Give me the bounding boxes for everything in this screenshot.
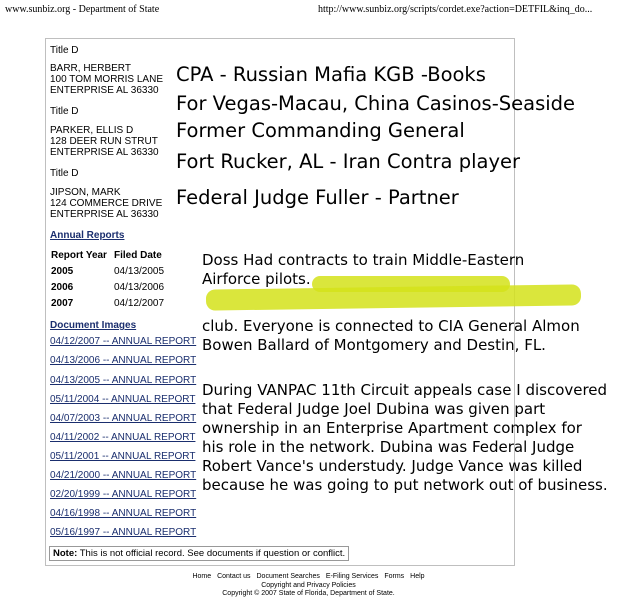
commentary-line: Airforce pilots. (202, 270, 311, 288)
filed-date: 04/13/2005 (114, 266, 165, 277)
col-filed-date: Filed Date (114, 250, 162, 261)
annual-report-link[interactable]: 04/12/2007 -- ANNUAL REPORT (50, 336, 197, 347)
note-label: Note: (53, 548, 78, 559)
commentary-line: Robert Vance's understudy. Judge Vance was killed (202, 457, 583, 475)
officer-name: BARR, HERBERT (50, 63, 131, 74)
footer-link-forms[interactable]: Forms (384, 573, 405, 580)
commentary-line: club. Everyone is connected to CIA General Almon (202, 317, 580, 335)
filed-date: 04/12/2007 (114, 298, 165, 309)
annual-report-link[interactable]: 04/13/2006 -- ANNUAL REPORT (50, 355, 197, 366)
officer-address-2: ENTERPRISE AL 36330 (50, 209, 159, 220)
commentary-line: ownership in an Enterprise Apartment complex for (202, 419, 582, 437)
report-year: 2006 (51, 282, 74, 293)
footer-link-home[interactable]: Home (192, 573, 212, 580)
footer-link-document-searches[interactable]: Document Searches (256, 573, 320, 580)
commentary-line: Doss Had contracts to train Middle-Eastern (202, 251, 525, 269)
officer-address-1: 100 TOM MORRIS LANE (50, 74, 163, 85)
annotation-line: Federal Judge Fuller - Partner (176, 186, 459, 209)
commentary-line: During VANPAC 11th Circuit appeals case I discovered (202, 381, 608, 399)
annotation-line: For Vegas-Macau, China Casinos-Seaside (176, 92, 576, 115)
commentary-line: that Federal Judge Joel Dubina was given part (202, 400, 546, 418)
officer-name: JIPSON, MARK (50, 187, 121, 198)
annual-report-link[interactable]: 04/16/1998 -- ANNUAL REPORT (50, 508, 197, 519)
document-images-heading: Document Images (50, 320, 137, 331)
officer-title: Title D (50, 168, 79, 179)
officer-title: Title D (50, 106, 79, 117)
officer-name: PARKER, ELLIS D (50, 125, 134, 136)
annual-report-link[interactable]: 04/21/2000 -- ANNUAL REPORT (50, 470, 197, 481)
annual-report-link[interactable]: 04/07/2003 -- ANNUAL REPORT (50, 413, 197, 424)
annual-report-link[interactable]: 04/11/2002 -- ANNUAL REPORT (50, 432, 196, 443)
annual-reports-heading: Annual Reports (50, 230, 125, 241)
annual-report-link[interactable]: 05/11/2004 -- ANNUAL REPORT (50, 394, 196, 405)
officer-address-1: 124 COMMERCE DRIVE (50, 198, 163, 209)
annual-report-link[interactable]: 05/16/1997 -- ANNUAL REPORT (50, 527, 197, 538)
annual-report-link[interactable]: 05/11/2001 -- ANNUAL REPORT (50, 451, 196, 462)
officer-address-2: ENTERPRISE AL 36330 (50, 85, 159, 96)
footer-nav (0, 572, 617, 581)
disclaimer-note (49, 546, 349, 561)
annotation-line: CPA - Russian Mafia KGB -Books (176, 63, 486, 86)
report-year: 2007 (51, 298, 74, 309)
note-text: This is not official record. See documents if question or conflict. (77, 548, 346, 559)
footer-link-contact[interactable]: Contact us (217, 573, 251, 580)
officer-title: Title D (50, 45, 79, 56)
commentary-line: his role in the network. Dubina was Federal Judge (202, 438, 575, 456)
commentary-line: because he was going to put network out of business. (202, 476, 608, 494)
col-report-year: Report Year (51, 250, 107, 261)
annual-report-link[interactable]: 02/20/1999 -- ANNUAL REPORT (50, 489, 197, 500)
annotation-line: Fort Rucker, AL - Iran Contra player (176, 150, 521, 173)
footer-link-help[interactable]: Help (410, 573, 425, 580)
commentary-line: Bowen Ballard of Montgomery and Destin, FL. (202, 336, 546, 354)
annual-report-link[interactable]: 04/13/2005 -- ANNUAL REPORT (50, 375, 197, 386)
footer-privacy-link[interactable]: Copyright and Privacy Policies (261, 582, 356, 589)
page-header-left: www.sunbiz.org - Department of State (5, 4, 160, 15)
page-header-url: http://www.sunbiz.org/scripts/cordet.exe?action=DETFIL&inq_do... (318, 4, 593, 15)
filed-date: 04/13/2006 (114, 282, 165, 293)
officer-address-1: 128 DEER RUN STRUT (50, 136, 158, 147)
officer-address-2: ENTERPRISE AL 36330 (50, 147, 159, 158)
footer-copyright: Copyright © 2007 State of Florida, Department of State. (222, 590, 395, 597)
footer-link-efiling[interactable]: E-Filing Services (325, 573, 379, 580)
report-year: 2005 (51, 266, 74, 277)
annotation-line: Former Commanding General (176, 119, 465, 142)
